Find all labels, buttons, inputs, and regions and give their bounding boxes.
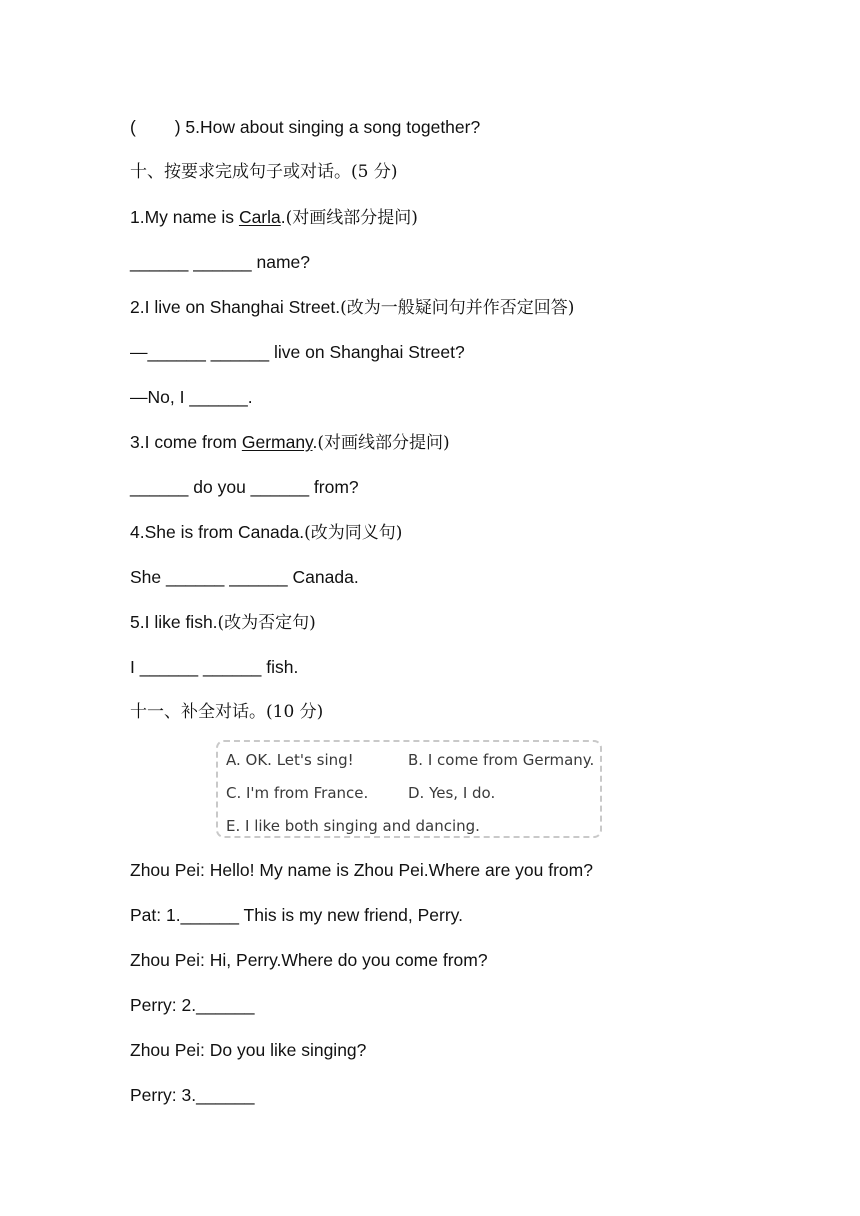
- question-9-item-5: ( ) 5.How about singing a song together?: [130, 117, 481, 137]
- q1-pre: 1.My name is: [130, 207, 239, 227]
- answer-10-2-reply: —No, I ______.: [130, 387, 253, 407]
- option-e: E. I like both singing and dancing.: [226, 817, 480, 835]
- dialogue-line-4: Perry: 2.______: [130, 995, 255, 1015]
- dialogue-line-2: Pat: 1.______ This is my new friend, Perry.: [130, 905, 463, 925]
- q1-post: .: [280, 207, 286, 227]
- answer-10-3: ______ do you ______ from?: [130, 477, 359, 497]
- question-10-5: [130, 610, 316, 635]
- dialogue-line-5: Zhou Pei: Do you like singing?: [130, 1040, 367, 1060]
- answer-10-1: ______ ______ name?: [130, 252, 311, 272]
- q3-pre: 3.I come from: [130, 432, 242, 452]
- q2-text: 2.I live on Shanghai Street.: [130, 297, 341, 317]
- question-10-1: [130, 205, 418, 230]
- q1-underlined-word: Carla: [238, 207, 281, 227]
- question-10-3: [130, 430, 450, 455]
- option-b: B. I come from Germany.: [408, 751, 595, 769]
- option-d: D. Yes, I do.: [408, 784, 496, 802]
- dialogue-line-6: Perry: 3.______: [130, 1085, 255, 1105]
- q5-text: 5.I like fish.: [130, 612, 218, 632]
- question-10-2: [130, 295, 574, 320]
- q4-instruction: (改为同义句): [304, 523, 403, 543]
- dialogue-line-1: Zhou Pei: Hello! My name is Zhou Pei.Where are you from?: [130, 860, 593, 880]
- q3-post: .: [312, 432, 318, 452]
- section-11-heading: 十一、补全对话。(10 分): [130, 702, 324, 722]
- q1-instruction: (对画线部分提问): [285, 208, 418, 228]
- dialogue-line-3: Zhou Pei: Hi, Perry.Where do you come from?: [130, 950, 488, 970]
- q4-text: 4.She is from Canada.: [130, 522, 305, 542]
- question-10-4: [130, 520, 402, 545]
- section-10-heading: 十、按要求完成句子或对话。(5 分): [130, 162, 398, 182]
- q5-instruction: (改为否定句): [217, 613, 316, 633]
- options-box: [216, 740, 602, 838]
- q3-instruction: (对画线部分提问): [317, 433, 450, 453]
- answer-10-2-question: —______ ______ live on Shanghai Street?: [130, 342, 465, 362]
- answer-10-4: She ______ ______ Canada.: [130, 567, 359, 587]
- q3-underlined-word: Germany: [241, 432, 313, 452]
- answer-10-5: I ______ ______ fish.: [130, 657, 299, 677]
- option-a: A. OK. Let's sing!: [226, 751, 354, 769]
- q2-instruction: (改为一般疑问句并作否定回答): [340, 298, 575, 318]
- option-c: C. I'm from France.: [226, 784, 369, 802]
